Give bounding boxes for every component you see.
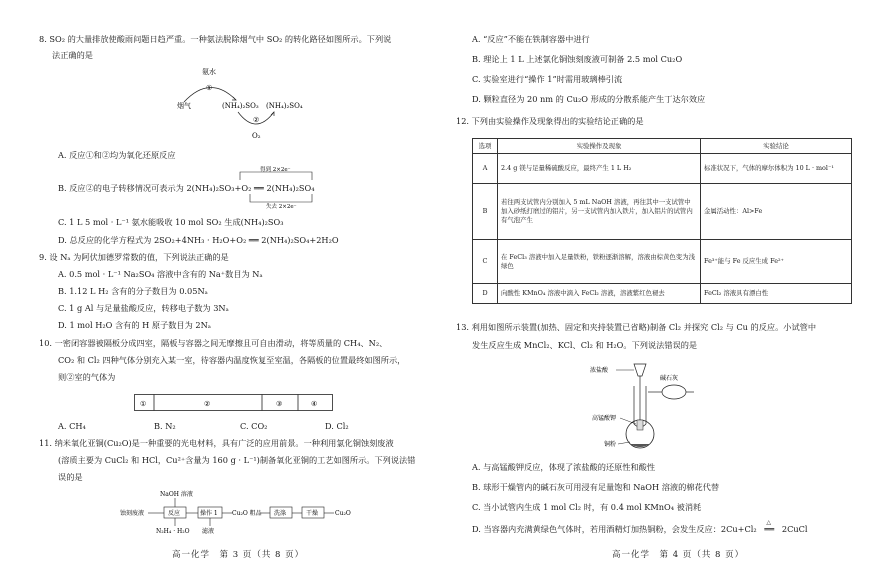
row-option: D bbox=[473, 284, 498, 304]
q10-option-c: C. CO₂ bbox=[240, 421, 268, 431]
kmno4-label: 高锰酸钾 bbox=[592, 415, 617, 422]
q11-stem-line3: 误的是 bbox=[58, 472, 83, 482]
table-row bbox=[473, 284, 852, 304]
q11-stem-line1: 11. 纳米氧化亚铜(Cu₂O)是一种重要的光电材料，具有广泛的应用前景。一种利用氯化铜蚀刻废液 bbox=[39, 438, 394, 448]
hcl-label: 浓盐酸 bbox=[590, 367, 609, 374]
row-operation: 2.4 g 镁与足量稀硫酸反应，最终产生 1 L H₂ bbox=[498, 154, 701, 184]
q10-option-d: D. Cl₂ bbox=[325, 421, 349, 431]
header-option: 选项 bbox=[473, 139, 498, 154]
q9-option-a: A. 0.5 mol · L⁻¹ Na₂SO₄ 溶液中含有的 Na⁺数目为 Nₐ bbox=[58, 269, 263, 279]
chlorine-apparatus bbox=[590, 362, 700, 454]
chamber-1-label: ① bbox=[140, 400, 147, 408]
q11-option-a: A. “反应”不能在铁制容器中进行 bbox=[472, 34, 590, 44]
reaction-arrow: △ ══ bbox=[764, 519, 775, 534]
q13-option-d-product: 2CuCl bbox=[781, 524, 808, 534]
lose-electrons-label: 失去 2×2e⁻ bbox=[266, 204, 297, 210]
q10-stem-line1: 10. 一密闭容器被隔板分成四室，隔板与容器之间无摩擦且可自由滑动，将等质量的 CH₄、N₂、 bbox=[39, 338, 388, 348]
react-box-label: 反应 bbox=[168, 510, 181, 517]
experiment-table bbox=[472, 138, 852, 304]
q9-option-d: D. 1 mol H₂O 含有的 H 原子数目为 2Nₐ bbox=[58, 320, 211, 330]
q8-option-d: D. 总反应的化学方程式为 2SO₂+4NH₃ · H₂O+O₂ ══ 2(NH₄)₂SO₄+2H₂O bbox=[58, 235, 339, 245]
row-operation: 若往两支试管内分别加入 5 mL NaOH 溶液，再往其中一支试管中加入砂纸打磨过的铝片，另一支试管内加入铁片，加入铝片的试管内有气泡产生 bbox=[498, 184, 701, 240]
table-row bbox=[473, 240, 852, 284]
row-option: C bbox=[473, 240, 498, 284]
q11-option-c: C. 实验室进行“操作 1”时需用玻璃棒引流 bbox=[472, 74, 623, 84]
q8-stem-line1: 8. SO₂ 的大量排放使酸雨问题日趋严重。一种氨法脱除烟气中 SO₂ 的转化路径如图所示。下列说 bbox=[39, 34, 392, 44]
q13-option-c: C. 当小试管内生成 1 mol Cl₂ 时，有 0.4 mol KMnO₄ 被消耗 bbox=[472, 502, 702, 512]
so2-conversion-diagram bbox=[160, 64, 320, 144]
end-label: (NH₄)₂SO₄ bbox=[266, 102, 303, 110]
mid-label: (NH₄)₂SO₃ bbox=[222, 102, 259, 110]
wash-box-label: 洗涤 bbox=[274, 510, 287, 517]
q12-stem: 12. 下列由实验操作及现象得出的实验结论正确的是 bbox=[456, 116, 644, 126]
n2h4-label: N₂H₄ · H₂O bbox=[156, 528, 190, 535]
start-label: 烟气 bbox=[177, 102, 191, 110]
header-conclusion: 实验结论 bbox=[701, 139, 852, 154]
step2-label: ② bbox=[253, 116, 260, 124]
q11-stem-line2: (溶质主要为 CuCl₂ 和 HCl，Cu²⁺含量为 160 g · L⁻¹)制备氧化亚铜的工艺如图所示。下列说法错 bbox=[58, 455, 416, 465]
row-operation: 在 FeCl₃ 溶液中加入足量铁粉，铁粉逐渐溶解，溶液由棕黄色变为浅绿色 bbox=[498, 240, 701, 284]
table-header-row bbox=[473, 139, 852, 154]
chamber-3-label: ③ bbox=[276, 400, 283, 408]
container-diagram bbox=[134, 394, 334, 414]
q9-option-b: B. 1.12 L H₂ 含有的分子数目为 0.05Nₐ bbox=[58, 286, 208, 296]
crude-label: Cu₂O 粗品 bbox=[232, 510, 262, 517]
row-conclusion: 金属活动性：Al>Fe bbox=[701, 184, 852, 240]
gain-electrons-label: 得到 2×2e⁻ bbox=[260, 167, 291, 173]
q11-option-b: B. 理论上 1 L 上述氯化铜蚀刻废液可制备 2.5 mol Cu₂O bbox=[472, 54, 683, 64]
q11-option-d: D. 颗粒直径为 20 nm 的 Cu₂O 形成的分散系能产生丁达尔效应 bbox=[472, 94, 706, 104]
q9-option-c: C. 1 g Al 与足量盐酸反应，转移电子数为 3Nₐ bbox=[58, 303, 229, 313]
q13-stem-line1: 13. 利用如图所示装置(加热、固定和夹持装置已省略)制备 Cl₂ 并探究 Cl₂ 与 Cu 的反应。小试管中 bbox=[456, 322, 817, 332]
row-conclusion: FeCl₂ 溶液具有漂白性 bbox=[701, 284, 852, 304]
q9-stem: 9. 设 Nₐ 为阿伏加德罗常数的值，下列说法正确的是 bbox=[39, 252, 229, 262]
q10-stem-line3: 则②室的气体为 bbox=[58, 372, 116, 382]
table-row bbox=[473, 184, 852, 240]
op1-box-label: 操作 1 bbox=[200, 510, 218, 517]
naoh-label: NaOH 溶液 bbox=[160, 491, 193, 498]
row-option: A bbox=[473, 154, 498, 184]
q8-stem-line2: 法正确的是 bbox=[52, 50, 93, 60]
reagent-label: 氨水 bbox=[202, 68, 216, 76]
q13-stem-line2: 发生反应生成 MnCl₂、KCl、Cl₂ 和 H₂O。下列说法错误的是 bbox=[472, 340, 698, 350]
header-operation: 实验操作及现象 bbox=[498, 139, 701, 154]
q13-option-d bbox=[472, 519, 808, 535]
cu2o-process-flow bbox=[118, 486, 358, 536]
q8-option-a: A. 反应①和②均为氧化还原反应 bbox=[58, 150, 176, 160]
row-conclusion: 标准状况下，气体的摩尔体积为 10 L · mol⁻¹ bbox=[701, 154, 852, 184]
q8-option-b: B. 反应②的电子转移情况可表示为 2(NH₄)₂SO₃+O₂ ══ 2(NH₄)₂SO₄ bbox=[58, 183, 315, 193]
waste-label: 蚀刻废液 bbox=[120, 510, 145, 517]
cu-label: 铜粉 bbox=[604, 441, 617, 448]
row-conclusion: Fe³⁺能与 Fe 反应生成 Fe²⁺ bbox=[701, 240, 852, 284]
chamber-4-label: ④ bbox=[311, 400, 318, 408]
chamber-2-label: ② bbox=[204, 400, 211, 408]
lime-label: 碱石灰 bbox=[660, 375, 679, 382]
row-operation: 向酸性 KMnO₄ 溶液中滴入 FeCl₂ 溶液，溶液紫红色褪去 bbox=[498, 284, 701, 304]
dry-box-label: 干燥 bbox=[306, 510, 319, 517]
q13-option-a: A. 与高锰酸钾反应，体现了浓盐酸的还原性和酸性 bbox=[472, 462, 656, 472]
q13-option-b: B. 球形干燥管内的碱石灰可用浸有足量饱和 NaOH 溶液的棉花代替 bbox=[472, 482, 720, 492]
q13-option-d-text: D. 当容器内充满黄绿色气体时，若用酒精灯加热铜粉，会发生反应：2Cu+Cl₂ bbox=[472, 524, 757, 534]
filtrate-label: 滤液 bbox=[202, 528, 215, 535]
table-row bbox=[473, 154, 852, 184]
o2-label: O₂ bbox=[252, 132, 261, 140]
step1-label: ① bbox=[206, 84, 213, 92]
product-label: Cu₂O bbox=[335, 510, 351, 517]
q8-option-c: C. 1 L 5 mol · L⁻¹ 氨水能吸收 10 mol SO₂ 生成(NH₄)₂SO₃ bbox=[58, 217, 284, 227]
row-option: B bbox=[473, 184, 498, 240]
left-page-footer: 高一化学 第 3 页（共 8 页） bbox=[172, 550, 305, 560]
q10-option-a: A. CH₄ bbox=[58, 421, 86, 431]
heat-symbol: △ bbox=[766, 519, 771, 526]
q10-stem-line2: CO₂ 和 Cl₂ 四种气体分别充入某一室，待容器内温度恢复至室温，各隔板的位置最终如图所示， bbox=[58, 355, 406, 365]
q10-option-b: B. N₂ bbox=[154, 421, 176, 431]
right-page-footer: 高一化学 第 4 页（共 8 页） bbox=[612, 550, 745, 560]
